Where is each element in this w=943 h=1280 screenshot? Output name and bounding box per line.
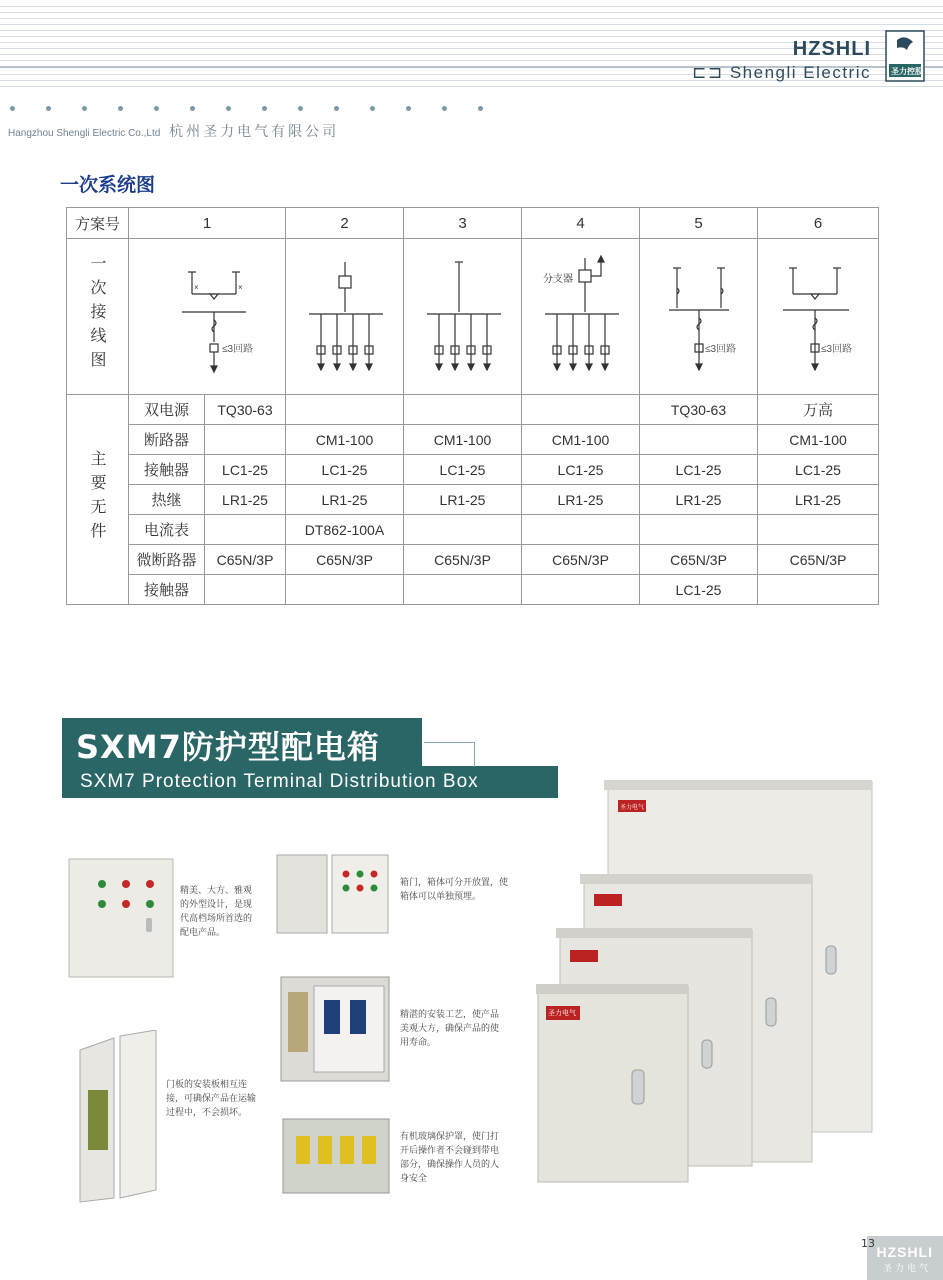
footer-logo — [867, 1236, 943, 1280]
brand-sub-text: Shengli Electric — [729, 63, 871, 82]
wiring-diagram-6-svg — [759, 242, 877, 392]
badge-text: 圣力电气 — [548, 1009, 576, 1017]
cell: C65N/3P — [758, 545, 879, 575]
title-decoration — [424, 742, 475, 767]
cell: C65N/3P — [522, 545, 640, 575]
product-photo-front — [68, 858, 174, 980]
cell: 万高 — [758, 395, 879, 425]
product-boxes-illustration — [534, 778, 884, 1188]
product-photo-open — [276, 854, 390, 936]
cell — [404, 395, 522, 425]
cell: LC1-25 — [205, 455, 286, 485]
cell — [404, 515, 522, 545]
cell — [205, 515, 286, 545]
cell: LC1-25 — [640, 455, 758, 485]
row-name: 电流表 — [129, 515, 205, 545]
cell — [758, 575, 879, 605]
wiring-diagram-1-svg — [132, 242, 282, 392]
diagram-label-cell — [67, 239, 129, 395]
scheme-cell: 1 — [129, 208, 286, 239]
cell — [758, 515, 879, 545]
wiring-diagram-1 — [129, 239, 286, 395]
row-name: 热继 — [129, 485, 205, 515]
row-name: 双电源 — [129, 395, 205, 425]
cell: C65N/3P — [205, 545, 286, 575]
svg-text:×: × — [238, 282, 243, 292]
scheme-cell: 2 — [286, 208, 404, 239]
wiring-diagram-4-svg — [523, 242, 639, 392]
wiring-diagram-2 — [286, 239, 404, 395]
table-row — [67, 455, 879, 485]
brand-block — [692, 38, 871, 83]
company-line — [8, 121, 339, 141]
table-row — [67, 545, 879, 575]
brand-subtitle: ⊏⊐ Shengli Electric — [692, 63, 871, 82]
cell: LR1-25 — [758, 485, 879, 515]
system-diagram-table — [66, 207, 879, 605]
circuits-note: ≤3回路 — [821, 343, 853, 355]
product-photo-cover — [282, 1118, 390, 1194]
scheme-cell: 5 — [640, 208, 758, 239]
cell: LR1-25 — [640, 485, 758, 515]
row-name: 微断路器 — [129, 545, 205, 575]
table-row — [67, 395, 879, 425]
cell: LC1-25 — [404, 455, 522, 485]
cell — [205, 425, 286, 455]
row-name: 接触器 — [129, 575, 205, 605]
cell: TQ30-63 — [640, 395, 758, 425]
wiring-diagram-5-svg — [641, 242, 757, 392]
cell: LC1-25 — [522, 455, 640, 485]
cell — [286, 395, 404, 425]
cell — [286, 575, 404, 605]
diagram-row — [67, 239, 879, 395]
cell: TQ30-63 — [205, 395, 286, 425]
cell: LR1-25 — [286, 485, 404, 515]
cell — [522, 575, 640, 605]
scheme-label: 方案号 — [67, 208, 129, 239]
table-row — [67, 575, 879, 605]
caption-2: 箱门，箱体可分开放置，使箱体可以单独预埋。 — [400, 878, 509, 902]
cell: CM1-100 — [522, 425, 640, 455]
row-name: 接触器 — [129, 455, 205, 485]
parts-label-cell — [67, 395, 129, 605]
footer-logo-sub: 圣力电气 — [882, 1264, 931, 1274]
caption-4: 门板的安装板相互连接，可确保产品在运输过程中，不会损坏。 — [166, 1080, 257, 1118]
table-row — [67, 425, 879, 455]
table-row — [67, 485, 879, 515]
circuits-note: ≤3回路 — [222, 343, 254, 355]
section-title: 一次系统图 — [60, 174, 156, 196]
cell: C65N/3P — [404, 545, 522, 575]
cell: LR1-25 — [205, 485, 286, 515]
product-title-en: SXM7 Protection Terminal Distribution Box — [80, 771, 479, 792]
caption-5: 有机玻璃保护罩，使门打开后操作者不会碰到带电部分，确保操作人员的人身安全 — [400, 1132, 500, 1184]
company-name-cn: 杭州圣力电气有限公司 — [169, 123, 340, 139]
cell: C65N/3P — [640, 545, 758, 575]
parts-label: 主要无件 — [88, 450, 107, 546]
product-title-cn: SXM7防护型配电箱 — [76, 728, 380, 766]
footer-logo-text: HZSHLI — [876, 1244, 933, 1260]
svg-text:×: × — [194, 282, 199, 292]
brand-name: HZSHLI — [792, 38, 871, 60]
cell — [640, 515, 758, 545]
cell: CM1-100 — [758, 425, 879, 455]
wiring-diagram-4 — [522, 239, 640, 395]
scheme-cell: 6 — [758, 208, 879, 239]
cell: CM1-100 — [286, 425, 404, 455]
product-photo-interior — [280, 976, 390, 1082]
cell: C65N/3P — [286, 545, 404, 575]
product-photo-door-panel — [74, 1030, 160, 1206]
wiring-diagram-5 — [640, 239, 758, 395]
page-number: 13 — [861, 1237, 875, 1250]
branch-label: 分支器 — [542, 273, 573, 285]
wiring-diagram-6 — [758, 239, 879, 395]
wiring-diagram-3 — [404, 239, 522, 395]
cell — [522, 395, 640, 425]
diagram-label: 一次接线图 — [88, 255, 107, 375]
scheme-cell: 3 — [404, 208, 522, 239]
cell: DT862-100A — [286, 515, 404, 545]
cell: LR1-25 — [404, 485, 522, 515]
cell — [522, 515, 640, 545]
table-row — [67, 515, 879, 545]
wiring-diagram-3-svg — [405, 242, 521, 392]
cell: CM1-100 — [404, 425, 522, 455]
cell: LR1-25 — [522, 485, 640, 515]
cell: LC1-25 — [640, 575, 758, 605]
cell — [205, 575, 286, 605]
circuits-note: ≤3回路 — [704, 343, 736, 355]
table-header-row — [67, 208, 879, 239]
company-name-en: Hangzhou Shengli Electric Co.,Ltd — [8, 128, 161, 139]
cell: LC1-25 — [758, 455, 879, 485]
row-name: 断路器 — [129, 425, 205, 455]
wiring-diagram-2-svg — [287, 242, 403, 392]
cell — [404, 575, 522, 605]
caption-1: 精美、大方、雅观的外型设计，是现代高档场所首选的配电产品。 — [180, 886, 253, 938]
cell — [640, 425, 758, 455]
company-logo — [885, 30, 925, 82]
badge-text: 圣力电气 — [620, 804, 645, 811]
caption-3: 精湛的安装工艺，使产品美观大方，确保产品的使用寿命。 — [400, 1010, 500, 1048]
logo-text: 圣力控股 — [891, 67, 923, 76]
scheme-cell: 4 — [522, 208, 640, 239]
cell: LC1-25 — [286, 455, 404, 485]
